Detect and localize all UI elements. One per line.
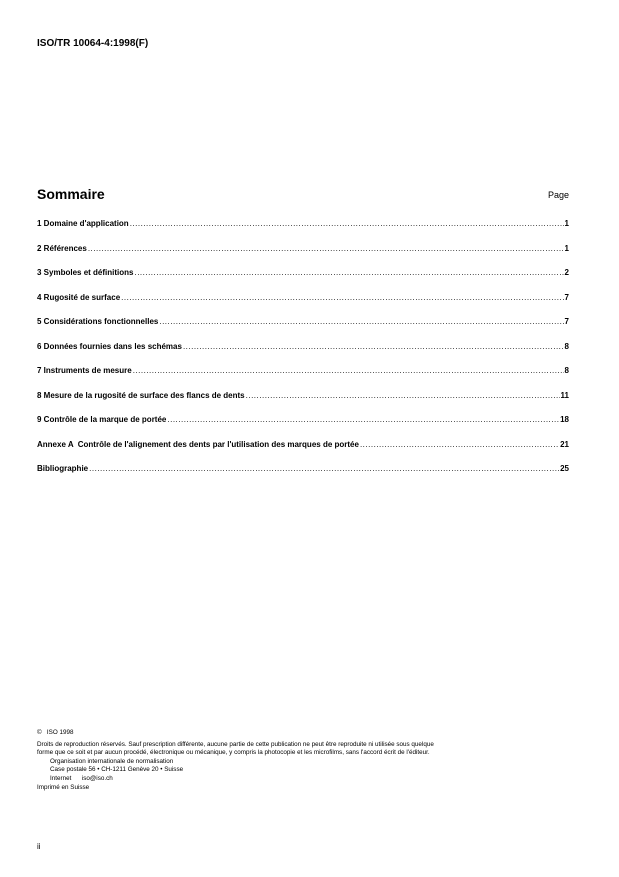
toc-entry[interactable] xyxy=(37,244,569,269)
postal-address: Case postale 56 • CH-1211 Genève 20 • Suisse xyxy=(50,766,184,773)
dot-leader xyxy=(183,342,564,351)
document-id: ISO/TR 10064-4:1998(F) xyxy=(37,38,149,49)
toc-entry[interactable] xyxy=(37,219,569,244)
toc-entry-page: 7 xyxy=(564,292,569,302)
printed-in: Imprimé en Suisse xyxy=(37,784,90,791)
rights-text-line: forme que ce soit et par aucun procédé, électronique ou mécanique, y compris la photocopie et les microfilms, sans l'accord écrit de l'éditeur. xyxy=(37,749,430,756)
dot-leader xyxy=(134,268,563,277)
rights-text-line: Droits de reproduction réservés. Sauf prescription différente, aucune partie de cette publication ne peut être reproduite ni utilisée sous quelque xyxy=(37,740,434,748)
toc-entry-title: 2 Références xyxy=(37,243,87,253)
toc-entry[interactable] xyxy=(37,391,569,416)
dot-leader xyxy=(88,244,564,253)
toc-entry-page: 2 xyxy=(564,268,569,277)
dot-leader xyxy=(159,317,563,326)
dot-leader xyxy=(133,366,564,375)
toc-entry-title: 5 Considérations fonctionnelles xyxy=(37,317,159,326)
toc-entry-title: 4 Rugosité de surface xyxy=(37,292,121,302)
toc-entry-title: 8 Mesure de la rugosité de surface des flancs de dents xyxy=(37,390,245,400)
toc-entry-page: 25 xyxy=(560,464,569,473)
toc-entry[interactable] xyxy=(37,464,569,489)
dot-leader xyxy=(167,415,559,424)
table-of-contents xyxy=(37,219,569,489)
internet-contact: Internet iso@iso.ch xyxy=(50,774,113,782)
toc-entry-title: Bibliographie xyxy=(37,464,89,473)
toc-entry[interactable] xyxy=(37,415,569,440)
toc-entry-page: 11 xyxy=(560,390,569,400)
toc-entry-title: 7 Instruments de mesure xyxy=(37,366,132,375)
toc-entry[interactable] xyxy=(37,366,569,391)
toc-entry-title: 3 Symboles et définitions xyxy=(37,268,134,277)
toc-heading: Sommaire xyxy=(37,186,105,202)
toc-entry-page: 8 xyxy=(564,366,569,375)
copyright-line: © ISO 1998 xyxy=(37,729,74,736)
toc-entry-page: 18 xyxy=(560,415,569,424)
copyright-notice xyxy=(37,729,577,793)
toc-entry-title: 9 Contrôle de la marque de portée xyxy=(37,415,167,424)
dot-leader xyxy=(121,293,563,302)
dot-leader xyxy=(89,464,559,473)
dot-leader xyxy=(360,440,559,449)
toc-entry[interactable] xyxy=(37,317,569,342)
toc-entry[interactable] xyxy=(37,342,569,367)
toc-entry-page: 1 xyxy=(564,243,569,253)
toc-entry[interactable] xyxy=(37,440,569,465)
toc-entry[interactable] xyxy=(37,293,569,318)
toc-entry-page: 21 xyxy=(560,439,569,449)
toc-entry-page: 7 xyxy=(564,317,569,326)
toc-entry-title: 6 Données fournies dans les schémas xyxy=(37,341,182,351)
dot-leader xyxy=(130,219,564,228)
organization-name: Organisation internationale de normalisation xyxy=(50,757,174,765)
toc-entry-page: 1 xyxy=(564,219,569,228)
toc-entry-page: 8 xyxy=(564,341,569,351)
toc-entry-title: Annexe A Contrôle de l'alignement des dents par l'utilisation des marques de portée xyxy=(37,439,359,449)
toc-entry-title: 1 Domaine d'application xyxy=(37,219,129,228)
toc-entry[interactable] xyxy=(37,268,569,293)
dot-leader xyxy=(246,391,560,400)
page-column-label: Page xyxy=(547,190,569,200)
page-number: ii xyxy=(37,842,41,851)
